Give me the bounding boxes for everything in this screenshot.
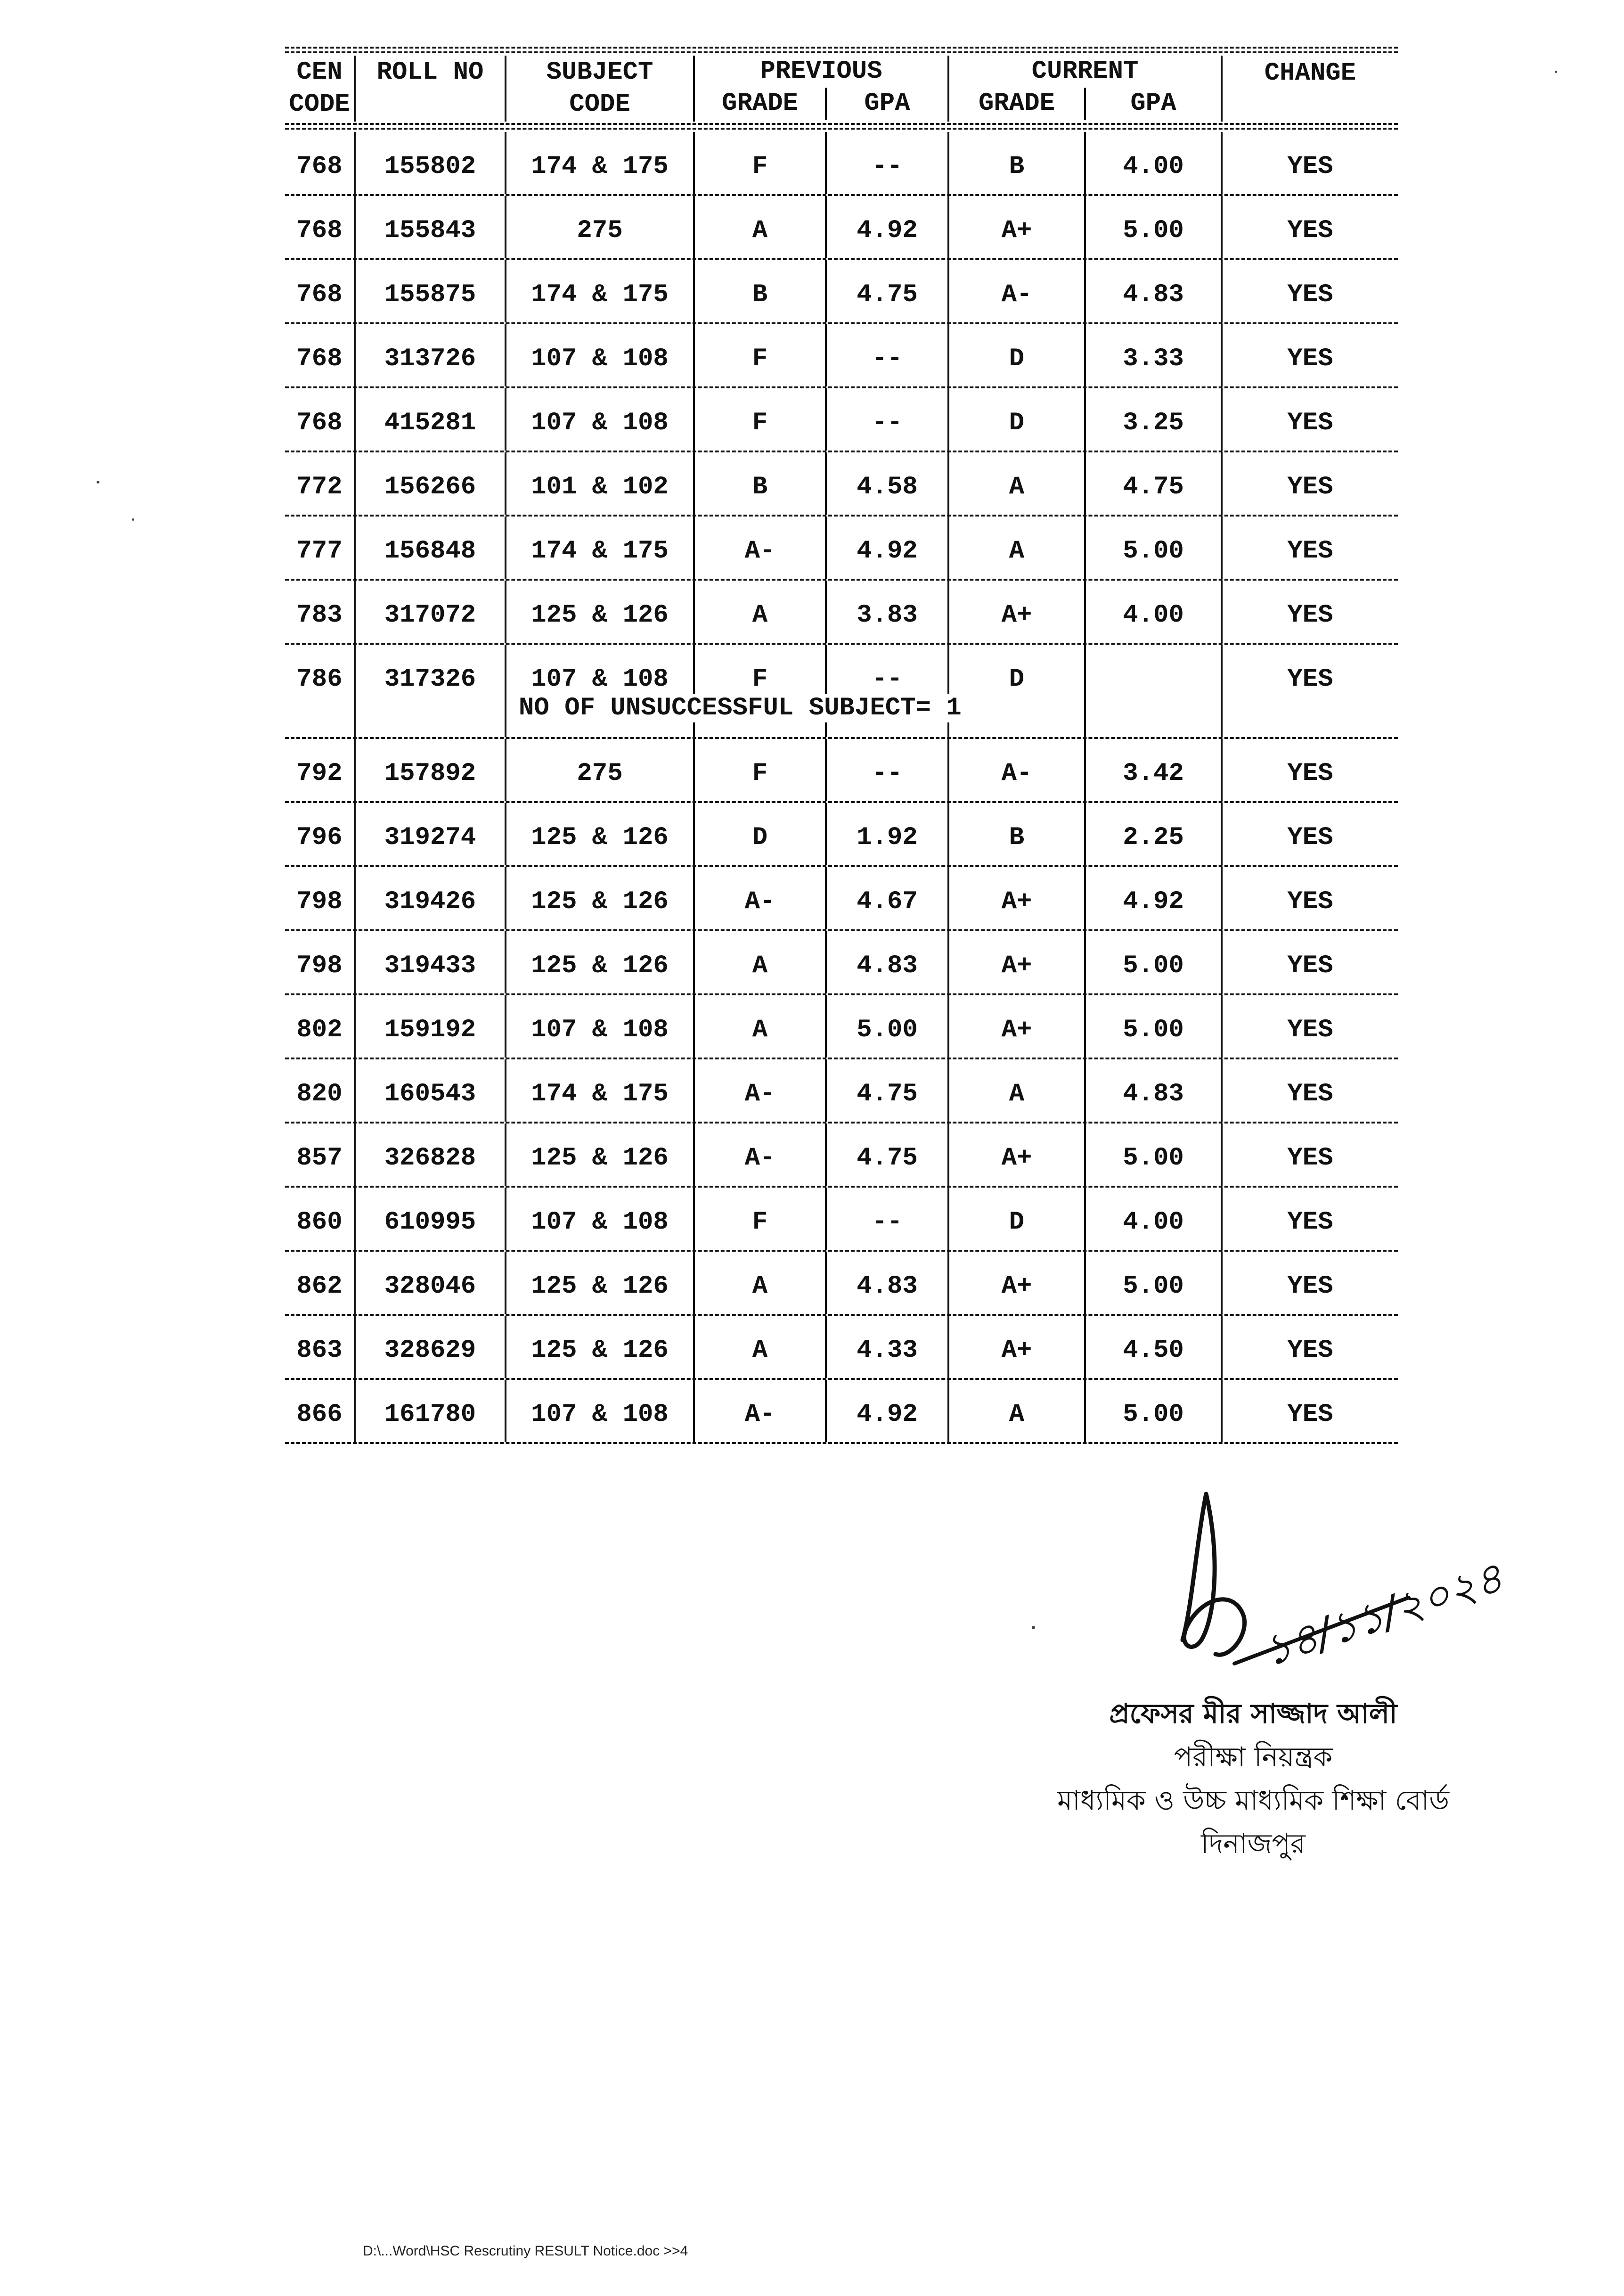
table-row [285,388,1398,451]
cell-prev-grade: A [695,1316,827,1378]
cell-prev-gpa: -- [827,324,949,386]
cell-subject-code: 107 & 108 [506,1380,695,1442]
signature-date: ১৪/১১/২০২৪ [1257,1552,1509,1677]
header-code: CODE [289,90,350,119]
cell-cur-gpa: 4.75 [1086,452,1223,515]
handwritten-signature [1164,1484,1509,1682]
cell-cur-gpa: 5.00 [1086,1252,1223,1314]
table-row [285,867,1398,929]
table-row [285,995,1398,1058]
signature-text [994,1692,1512,1865]
table-row [285,196,1398,258]
table-row [285,1316,1398,1378]
table-row [285,132,1398,194]
cell-change: YES [1287,1080,1333,1108]
cell-roll-no: 610995 [356,1188,506,1250]
cell-roll-no: 155875 [356,260,506,322]
cell-prev-gpa: 4.92 [827,196,949,258]
cell-prev-gpa: 5.00 [827,995,949,1058]
cell-roll-no: 313726 [356,324,506,386]
cell-prev-gpa: 4.92 [827,517,949,579]
cell-prev-grade: F [695,388,827,451]
header-previous [695,56,949,122]
cell-cur-gpa: 4.92 [1086,867,1223,929]
cell-change: YES [1287,1016,1333,1044]
cell-cen-code: 792 [285,739,356,801]
cell-change: YES [1287,537,1333,566]
cell-roll-no: 160543 [356,1059,506,1122]
row-separator [285,1442,1398,1444]
cell-roll-no: 317072 [356,581,506,643]
cell-cur-gpa: 3.33 [1086,324,1223,386]
cell-subject-code: 107 & 108 [506,995,695,1058]
cell-cur-grade: A+ [949,931,1086,993]
header-cur-gpa: GPA [1130,89,1176,118]
cell-change: YES [1287,665,1333,694]
cell-cen-code: 783 [285,581,356,643]
cell-change: YES [1287,344,1333,373]
cell-cur-grade: A+ [949,867,1086,929]
cell-cur-grade: A [949,517,1086,579]
cell-prev-gpa: 1.92 [827,803,949,865]
cell-roll-no: 319426 [356,867,506,929]
cell-prev-gpa: 4.58 [827,452,949,515]
cell-cur-gpa: 4.00 [1086,1188,1223,1250]
table-row [285,1188,1398,1250]
cell-roll-no: 317326 [356,645,506,737]
cell-change: YES [1287,152,1333,181]
unsuccessful-subject-note: NO OF UNSUCCESSFUL SUBJECT= 1 [516,694,962,722]
cell-cur-grade: A+ [949,1123,1086,1186]
scan-speck [97,481,99,484]
cell-roll-no: 159192 [356,995,506,1058]
header-current [949,56,1223,122]
cell-roll-no: 319433 [356,931,506,993]
signatory-organization: মাধ্যমিক ও উচ্চ মাধ্যমিক শিক্ষা বোর্ড [1057,1784,1450,1816]
cell-cen-code: 768 [285,132,356,194]
cell-prev-grade: F [695,1188,827,1250]
cell-roll-no: 155802 [356,132,506,194]
cell-cur-grade: A [949,1380,1086,1442]
header-roll-no [356,56,506,122]
cell-prev-grade: F [695,645,827,737]
header-change: CHANGE [1264,59,1356,88]
cell-cur-gpa [1086,645,1223,737]
cell-cur-gpa: 4.50 [1086,1316,1223,1378]
cell-roll-no: 328629 [356,1316,506,1378]
cell-prev-grade: B [695,260,827,322]
cell-cur-gpa: 4.83 [1086,1059,1223,1122]
cell-prev-grade: F [695,132,827,194]
table-row [285,517,1398,579]
cell-cur-gpa: 2.25 [1086,803,1223,865]
cell-change: YES [1287,1208,1333,1237]
header-double-rule [285,122,1398,132]
scan-speck [132,518,134,521]
cell-prev-gpa: 4.83 [827,1252,949,1314]
cell-prev-grade: A- [695,1380,827,1442]
cell-cen-code: 798 [285,931,356,993]
cell-cur-grade: A- [949,739,1086,801]
cell-cur-grade: A+ [949,1316,1086,1378]
cell-cur-gpa: 5.00 [1086,931,1223,993]
cell-subject-code: 174 & 175 [506,517,695,579]
cell-subject-code: 101 & 102 [506,452,695,515]
table-row [285,581,1398,643]
cell-prev-gpa: 4.92 [827,1380,949,1442]
cell-roll-no: 156848 [356,517,506,579]
cell-cen-code: 820 [285,1059,356,1122]
cell-prev-grade: F [695,324,827,386]
cell-cur-gpa: 5.00 [1086,1380,1223,1442]
cell-change: YES [1287,1400,1333,1429]
table-row [285,260,1398,322]
scrutiny-results-table [285,45,1398,1444]
signatory-name: প্রফেসর মীর সাজ্জাদ আলী [1109,1697,1397,1730]
cell-change: YES [1287,951,1333,980]
cell-prev-gpa: 4.75 [827,1059,949,1122]
cell-prev-grade: A- [695,517,827,579]
cell-roll-no: 415281 [356,388,506,451]
cell-change: YES [1287,887,1333,916]
cell-cen-code: 798 [285,867,356,929]
cell-cen-code: 768 [285,324,356,386]
cell-roll-no: 328046 [356,1252,506,1314]
cell-cur-grade: A [949,452,1086,515]
cell-subject-code: 107 & 108 [506,645,695,737]
scan-speck [1555,71,1557,73]
cell-prev-gpa: 4.33 [827,1316,949,1378]
table-header [285,56,1398,122]
cell-subject-code: 107 & 108 [506,388,695,451]
cell-cur-grade: D [949,645,1086,737]
cell-cur-grade: D [949,1188,1086,1250]
header-prev-gpa: GPA [864,89,910,118]
cell-prev-grade: F [695,739,827,801]
cell-subject-code: 174 & 175 [506,260,695,322]
cell-subject-code: 125 & 126 [506,803,695,865]
cell-prev-gpa: 3.83 [827,581,949,643]
header-subject: SUBJECT [546,58,653,87]
cell-cen-code: 860 [285,1188,356,1250]
cell-cur-gpa: 4.00 [1086,132,1223,194]
cell-subject-code: 275 [506,739,695,801]
cell-subject-code: 125 & 126 [506,867,695,929]
cell-cur-grade: B [949,132,1086,194]
cell-cur-gpa: 3.25 [1086,388,1223,451]
cell-cen-code: 796 [285,803,356,865]
table-body [285,132,1398,1444]
cell-prev-gpa: 4.83 [827,931,949,993]
cell-cur-grade: A+ [949,196,1086,258]
table-row [285,739,1398,801]
cell-prev-gpa: -- [827,739,949,801]
table-row [285,1059,1398,1122]
cell-prev-grade: A- [695,1123,827,1186]
cell-cur-grade: B [949,803,1086,865]
footer-file-path: D:\...Word\HSC Rescrutiny RESULT Notice.doc >>4 [363,2243,688,2259]
cell-prev-grade: A [695,196,827,258]
header-current-split [949,88,1221,120]
cell-cen-code: 777 [285,517,356,579]
cell-cur-grade: D [949,324,1086,386]
cell-prev-gpa: 4.67 [827,867,949,929]
cell-cur-grade: A+ [949,581,1086,643]
cell-subject-code: 107 & 108 [506,324,695,386]
cell-cur-grade: A- [949,260,1086,322]
table-row [285,803,1398,865]
cell-prev-grade: A [695,1252,827,1314]
cell-prev-gpa: 4.75 [827,1123,949,1186]
table-row [285,452,1398,515]
cell-prev-grade: A [695,931,827,993]
cell-roll-no: 319274 [356,803,506,865]
cell-subject-code: 174 & 175 [506,1059,695,1122]
cell-cur-grade: A+ [949,1252,1086,1314]
header-roll-spacer [356,89,505,121]
cell-cen-code: 768 [285,260,356,322]
cell-cur-gpa: 5.00 [1086,517,1223,579]
table-row [285,931,1398,993]
cell-change: YES [1287,601,1333,630]
cell-change: YES [1287,280,1333,309]
cell-change: YES [1287,473,1333,501]
cell-prev-gpa: -- [827,132,949,194]
cell-change: YES [1287,1272,1333,1301]
cell-prev-gpa: -- [827,1188,949,1250]
cell-cen-code: 857 [285,1123,356,1186]
cell-change: YES [1287,409,1333,437]
cell-subject-code: 125 & 126 [506,1252,695,1314]
cell-cen-code: 862 [285,1252,356,1314]
cell-subject-code: 125 & 126 [506,931,695,993]
cell-roll-no: 155843 [356,196,506,258]
cell-change: YES [1287,759,1333,788]
cell-prev-grade: B [695,452,827,515]
cell-cen-code: 768 [285,196,356,258]
cell-prev-grade: A [695,995,827,1058]
header-roll: ROLL NO [376,58,484,87]
signatory-city: দিনাজপুর [1201,1828,1306,1860]
cell-cur-gpa: 3.42 [1086,739,1223,801]
cell-roll-no: 156266 [356,452,506,515]
cell-subject-code: 174 & 175 [506,132,695,194]
cell-roll-no: 326828 [356,1123,506,1186]
cell-subject-code: 125 & 126 [506,581,695,643]
cell-cur-gpa: 4.83 [1086,260,1223,322]
header-cen-code [285,56,356,122]
cell-cen-code: 786 [285,645,356,737]
cell-prev-grade: D [695,803,827,865]
cell-prev-grade: A [695,581,827,643]
header-cen: CEN [296,58,343,87]
cell-subject-code: 125 & 126 [506,1316,695,1378]
cell-change: YES [1287,216,1333,245]
cell-prev-gpa: 4.75 [827,260,949,322]
header-subject-code [506,56,695,122]
table-row [285,1123,1398,1186]
cell-roll-no: 161780 [356,1380,506,1442]
cell-cur-grade: A+ [949,995,1086,1058]
cell-prev-gpa: -- [827,645,949,737]
scan-speck [1032,1626,1035,1629]
cell-cen-code: 866 [285,1380,356,1442]
cell-cen-code: 863 [285,1316,356,1378]
cell-change: YES [1287,1336,1333,1365]
cell-cur-gpa: 4.00 [1086,581,1223,643]
cell-roll-no: 157892 [356,739,506,801]
header-subject-code-label: CODE [569,90,630,119]
header-previous-label: PREVIOUS [760,57,882,86]
cell-change: YES [1287,823,1333,852]
cell-subject-code: 107 & 108 [506,1188,695,1250]
header-previous-split [695,88,947,120]
header-cur-grade: GRADE [949,88,1086,120]
top-double-rule [285,45,1398,56]
cell-cur-grade: D [949,388,1086,451]
cell-prev-grade: A- [695,1059,827,1122]
cell-cur-gpa: 5.00 [1086,1123,1223,1186]
cell-prev-grade: A- [695,867,827,929]
cell-cen-code: 768 [285,388,356,451]
header-prev-grade: GRADE [695,88,827,120]
cell-cen-code: 772 [285,452,356,515]
cell-cur-gpa: 5.00 [1086,196,1223,258]
cell-cur-gpa: 5.00 [1086,995,1223,1058]
cell-subject-code: 125 & 126 [506,1123,695,1186]
cell-change: YES [1287,1144,1333,1173]
table-row [285,645,1398,737]
cell-prev-gpa: -- [827,388,949,451]
table-row [285,324,1398,386]
header-current-label: CURRENT [1031,57,1139,86]
cell-cen-code: 802 [285,995,356,1058]
signatory-title: পরীক্ষা নিয়ন্ত্রক [1174,1741,1333,1773]
cell-cur-grade: A [949,1059,1086,1122]
table-row [285,1252,1398,1314]
cell-subject-code: 275 [506,196,695,258]
table-row [285,1380,1398,1442]
